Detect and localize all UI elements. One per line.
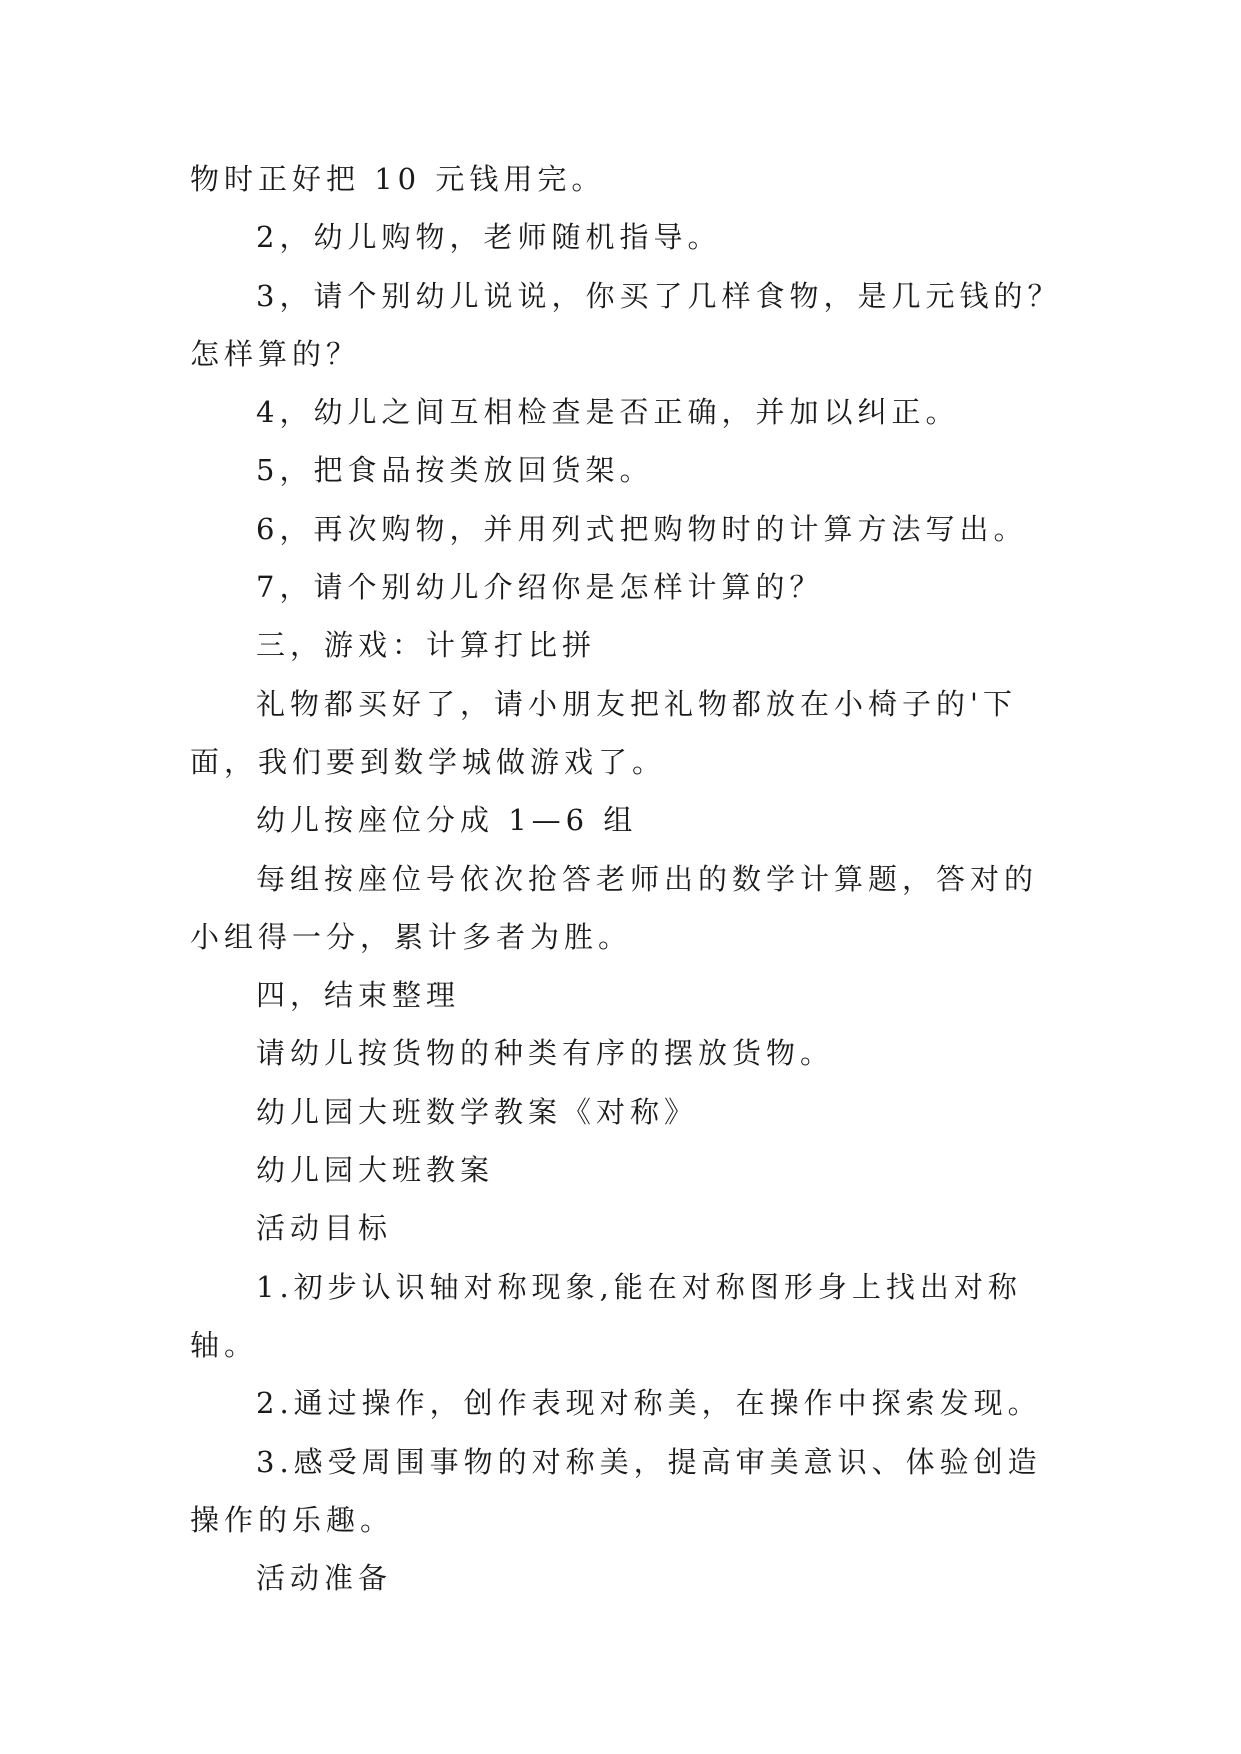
list-item: 3.感受周围事物的对称美，提高审美意识、体验创造操作的乐趣。 xyxy=(190,1444,1042,1537)
section-heading: 四，结束整理 xyxy=(256,978,461,1013)
paragraph: 5，把食品按类放回货架。 xyxy=(256,453,654,488)
paragraph: 物时正好把 10 元钱用完。 xyxy=(190,162,606,196)
list-item: 1.初步认识轴对称现象,能在对称图形身上找出对称轴。 xyxy=(190,1269,1022,1362)
paragraph: 2，幼儿购物，老师随机指导。 xyxy=(256,220,722,255)
paragraph: 每组按座位号依次抢答老师出的数学计算题，答对的小组得一分，累计多者为胜。 xyxy=(190,861,1039,954)
paragraph: 6，再次购物，并用列式把购物时的计算方法写出。 xyxy=(256,511,1028,546)
paragraph: 4，幼儿之间互相检查是否正确，并加以纠正。 xyxy=(256,395,960,430)
list-item: 2.通过操作，创作表现对称美，在操作中探索发现。 xyxy=(256,1386,1042,1421)
section-heading: 活动目标 xyxy=(256,1211,393,1246)
section-heading: 三，游戏：计算打比拼 xyxy=(256,628,597,663)
paragraph: 幼儿按座位分成 1—6 组 xyxy=(256,803,638,838)
paragraph: 请幼儿按货物的种类有序的摆放货物。 xyxy=(256,1036,835,1071)
paragraph: 7，请个别幼儿介绍你是怎样计算的？ xyxy=(256,570,824,605)
paragraph: 3，请个别幼儿说说，你买了几样食物，是几元钱的？怎样算的？ xyxy=(190,278,1062,371)
paragraph: 幼儿园大班教案 xyxy=(256,1153,495,1188)
paragraph: 礼物都买好了，请小朋友把礼物都放在小椅子的'下面，我们要到数学城做游戏了。 xyxy=(190,686,1017,779)
lesson-title: 幼儿园大班数学教案《对称》 xyxy=(256,1094,699,1129)
document-body xyxy=(190,150,1070,1607)
section-heading: 活动准备 xyxy=(256,1561,393,1596)
